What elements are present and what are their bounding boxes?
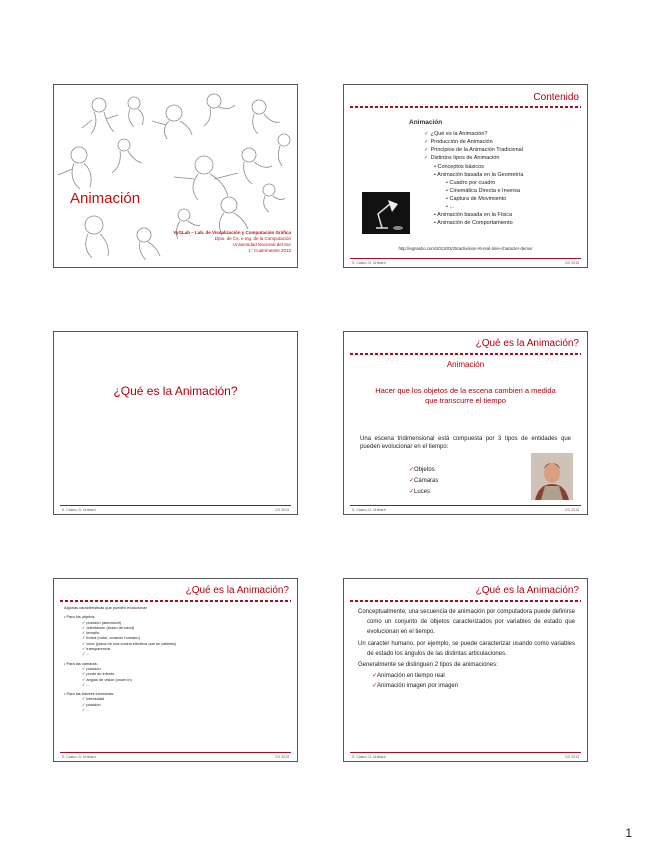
intro-text: Algunas características que pueden evolucionar [64, 605, 147, 610]
footer-authors: S. Castro, D. Urribarri [62, 508, 96, 512]
title-rule [60, 600, 291, 602]
toc-subsubitem: • Cuadro por cuadro [446, 180, 496, 186]
toc-subsubitem: • Cinemática Directa e Inversa [446, 188, 521, 194]
paragraph: Una escena tridimensional está compuesta por 3 tipos de entidades que pueden evolucionar en el tiempo: [360, 436, 571, 450]
toc-subsubitem: • ... [446, 204, 455, 210]
entity-list [409, 465, 438, 498]
toc-subsubitem: • Captura de Movimiento [446, 196, 507, 202]
footer-authors: S. Castro, D. Urribarri [352, 755, 386, 759]
paragraph: Conceptualmente, una secuencia de animación por computadora puede definirse como un conjunto de objetos caracterizados por variables de estado que evolucionan en el tiempo. [358, 609, 575, 636]
footer-rule [60, 505, 291, 506]
list-item: ✓ ángulo de visión (zoom in) [82, 676, 132, 682]
list-item: ✓ orientación (brazo de robot) [82, 624, 135, 630]
check-icon: ✓ [424, 155, 429, 161]
toc-item: ✓ ¿Qué es la Animación? [424, 131, 488, 137]
toc-item: ✓ Producción de Animación [424, 139, 493, 145]
check-icon: ✓ [409, 489, 415, 495]
list-item: ✓ punto de interés [82, 671, 115, 677]
check-icon: ✓ [424, 139, 429, 145]
source-url[interactable]: http://egnastio.com/2013/03/25/activision-r6-real-time-character-demo/ [398, 246, 533, 251]
section-title: ¿Qué es la Animación? [113, 384, 238, 398]
footer-authors: S. Castro, D. Urribarri [352, 261, 386, 265]
check-icon: ✓ [372, 673, 378, 680]
lab-name: VyGLab – Lab. de Visualización y Computación Gráfica [173, 230, 291, 235]
list-item: ✓ intensidad [82, 696, 105, 702]
slide-4[interactable] [343, 331, 588, 515]
slide-title: ¿Qué es la Animación? [475, 338, 579, 349]
paragraph: Un caracter humano, por ejemplo, se puede caracterizar usando como variables de estado los ángulos de las distintas articulaciones. [358, 640, 575, 657]
list-item: ✓ posición [82, 701, 101, 707]
footer-rule [350, 752, 581, 753]
title-rule [350, 353, 581, 355]
toc-item: ✓ Distintos tipos de Animación [424, 155, 500, 161]
list-item: ✓Objetos [409, 467, 435, 473]
title-animacion: Animación [70, 190, 141, 207]
footer-course: CG 2013 [564, 508, 579, 512]
footer-rule [60, 752, 291, 753]
check-icon: ✓ [409, 467, 415, 473]
section-heading: Animación [409, 119, 443, 126]
toc-subitem: • Animación basada en la Geometría [434, 172, 524, 178]
toc-subitem: • Animación basada en la Física [434, 212, 513, 218]
footer-rule [350, 258, 581, 259]
check-icon: ✓ [409, 478, 415, 484]
slide-3[interactable] [53, 331, 298, 515]
list-item: ✓ ... [82, 707, 90, 713]
group-label: • Para las cámaras: [64, 660, 98, 666]
list-item: ✓ ... [82, 651, 90, 657]
definition: Hacer que los objetos de la escena cambien a medida que transcurre el tiempo [375, 386, 556, 405]
slide-body [358, 607, 575, 692]
university: Universidad Nacional del Sur [232, 242, 291, 247]
slide-1[interactable] [53, 84, 298, 268]
toc-subitem: • Animación de Comportamiento [434, 220, 513, 226]
list-item: ✓Animación imagen por imagen [372, 683, 459, 690]
footer-course: CG 2013 [564, 261, 579, 265]
department: Dpto. de Cs. e Ing. de la Computación [214, 236, 291, 241]
term: 1° Cuatrimestre 2013 [248, 248, 291, 253]
list-item: ✓Animación en tiempo real [372, 673, 445, 680]
slide-5[interactable] [53, 578, 298, 762]
footer-rule [350, 505, 581, 506]
paragraph: Generalmente se distinguen 2 tipos de animaciones: [358, 662, 498, 669]
group-label: • Para los objetos: [64, 614, 96, 620]
toc-item: ✓ Principios de la Animación Tradicional [424, 147, 523, 153]
check-icon: ✓ [424, 147, 429, 153]
slide-title: ¿Qué es la Animación? [185, 585, 289, 596]
footer-authors: S. Castro, D. Urribarri [352, 508, 386, 512]
toc-subitem: • Conceptos básicos [434, 164, 484, 170]
check-icon: ✓ [372, 683, 378, 690]
list-item: ✓ ... [82, 681, 90, 687]
footer-course: CG 2013 [274, 508, 289, 512]
person-photo [531, 453, 573, 500]
slide-6[interactable] [343, 578, 588, 762]
slide-title: ¿Qué es la Animación? [475, 585, 579, 596]
list-item: ✓ forma (nube, corazón humano) [82, 635, 140, 641]
subtitle: Animación [446, 360, 485, 369]
footer-authors: S. Castro, D. Urribarri [62, 755, 96, 759]
list-item: ✓Cámaras [409, 478, 439, 484]
slide-2[interactable] [343, 84, 588, 268]
check-icon: ✓ [424, 131, 429, 137]
title-rule [350, 600, 581, 602]
list-item: ✓ tamaño [82, 630, 100, 636]
group-label: • Para las fuentes luminosas: [64, 691, 115, 697]
characteristics-list [64, 605, 176, 712]
list-item: ✓ color (placa de una cocina eléctrica que se calienta) [82, 640, 176, 646]
list-item: ✓Luces [409, 489, 431, 495]
list-item: ✓ transparencia [82, 646, 110, 652]
luxo-lamp-image [362, 192, 410, 234]
footer-course: CG 2013 [274, 755, 289, 759]
page-number: 1 [625, 826, 632, 840]
list-item: ✓ posición (automóvil) [82, 619, 121, 625]
affiliation-block [173, 230, 291, 254]
list-item: ✓ posición [82, 665, 101, 671]
title-rule [350, 106, 581, 108]
slide-title: Contenido [533, 92, 579, 103]
footer-course: CG 2013 [564, 755, 579, 759]
